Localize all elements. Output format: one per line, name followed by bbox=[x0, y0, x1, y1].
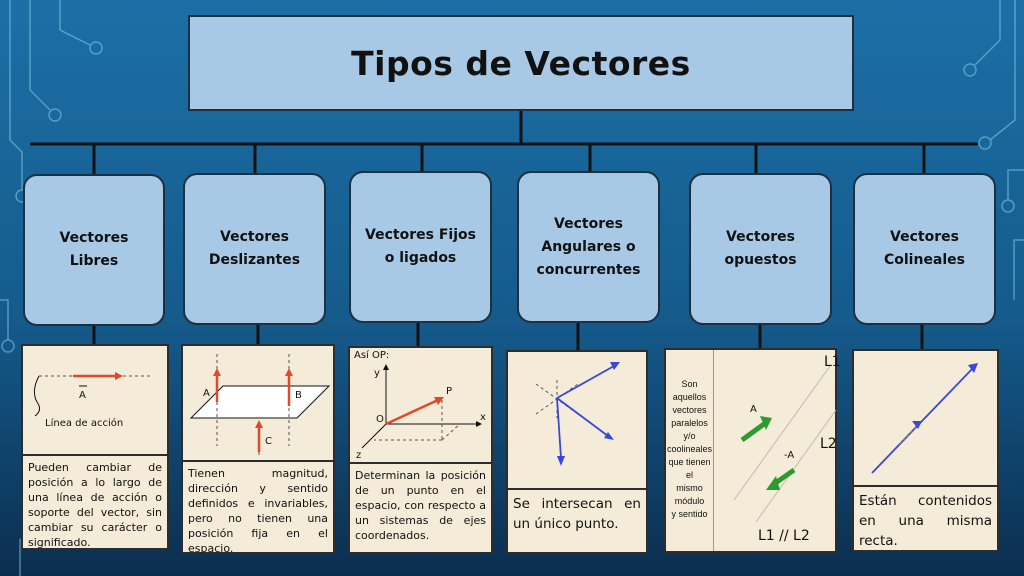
fixed-vector-figure bbox=[350, 348, 491, 462]
card-description: Determinan la posición de un punto en el espacio, con respecto a un sistemas de ejes coordenados. bbox=[350, 462, 491, 552]
line-l2-label: L2 bbox=[820, 436, 837, 452]
card-vectores-deslizantes bbox=[181, 344, 335, 554]
vector-a-label: A bbox=[750, 404, 757, 415]
category-vectores-libres[interactable]: Vectores Libres bbox=[23, 174, 165, 326]
card-vectores-fijos bbox=[348, 346, 493, 554]
line-of-action-label: Línea de acción bbox=[45, 418, 124, 429]
category-vectores-angulares[interactable]: Vectores Angulares o concurrentes bbox=[517, 171, 660, 323]
card-description: Se intersecan en un único punto. bbox=[508, 488, 646, 552]
axis-z-label: z bbox=[356, 450, 362, 461]
category-vectores-deslizantes[interactable]: Vectores Deslizantes bbox=[183, 173, 326, 325]
card-description: Tienen magnitud, dirección y sentido definidos e invariables, pero no tienen una posición fija en el espacio. bbox=[183, 460, 333, 552]
page-title: Tipos de Vectores bbox=[351, 43, 691, 83]
parallel-label: L1 // L2 bbox=[758, 528, 810, 544]
vector-a-label: A bbox=[203, 388, 210, 399]
side-description: Son aquellos vectores paralelos y/o coolineales que tienen el mismo módulo y sentido bbox=[666, 350, 714, 551]
sliding-vector-figure bbox=[183, 346, 333, 460]
line-l1-label: L1 bbox=[824, 354, 841, 370]
vector-c-label: C bbox=[265, 436, 272, 447]
card-vectores-angulares bbox=[506, 350, 648, 554]
figure-header: Así OP: bbox=[354, 350, 390, 361]
title-box bbox=[188, 15, 854, 111]
free-vector-figure bbox=[23, 346, 167, 454]
vector-neg-a-label: -A bbox=[784, 450, 795, 461]
collinear-vectors-figure bbox=[854, 351, 997, 485]
category-vectores-opuestos[interactable]: Vectores opuestos bbox=[689, 173, 832, 325]
axis-y-label: y bbox=[374, 368, 380, 379]
card-description: Están contenidos en una misma recta. bbox=[854, 485, 997, 550]
card-vectores-colineales bbox=[852, 349, 999, 552]
card-vectores-opuestos bbox=[664, 348, 841, 553]
point-p-label: P bbox=[446, 386, 453, 397]
category-vectores-fijos[interactable]: Vectores Fijos o ligados bbox=[349, 171, 492, 323]
concurrent-vectors-figure bbox=[508, 352, 646, 482]
origin-label: O bbox=[376, 414, 384, 425]
vector-a-label: A bbox=[79, 390, 86, 401]
category-vectores-colineales[interactable]: Vectores Colineales bbox=[853, 173, 996, 325]
card-description: Pueden cambiar de posición a lo largo de una línea de acción o soporte del vector, sin cambiar su carácter o significado. bbox=[23, 454, 167, 548]
card-vectores-libres bbox=[21, 344, 169, 550]
opposite-vectors-figure bbox=[666, 350, 839, 555]
vector-b-label: B bbox=[295, 390, 302, 401]
axis-x-label: x bbox=[480, 412, 486, 423]
